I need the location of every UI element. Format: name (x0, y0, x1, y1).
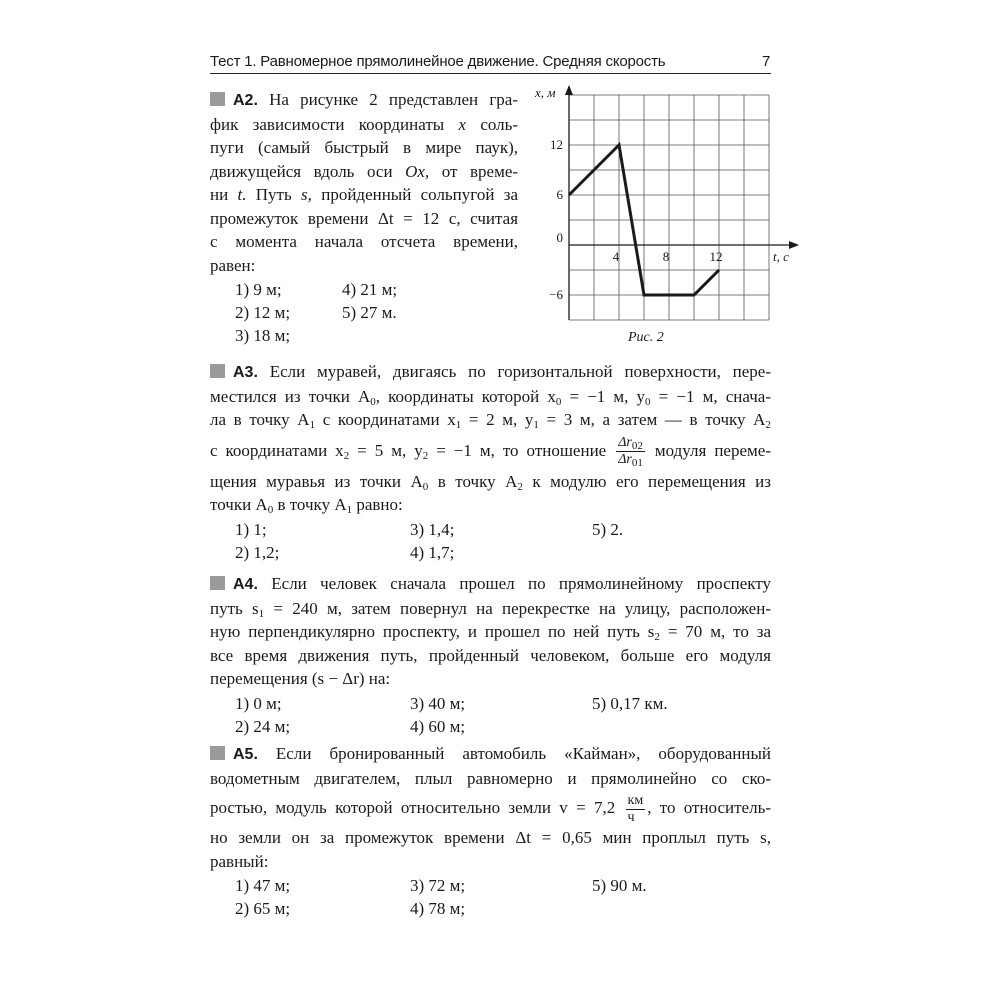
running-title: Тест 1. Равномерное прямолинейное движение. Средняя скорость (210, 53, 666, 70)
task-a5 (210, 742, 771, 921)
task-a4-line: все время движения путь, пройденный человеком, больше его модуля (210, 645, 771, 665)
y-axis-label: x, м (535, 85, 556, 100)
header-divider (210, 73, 771, 74)
speed-unit-fraction: $\frac{км}{ч}$ (627, 792, 644, 825)
task-marker-icon (210, 92, 225, 106)
answer-option: 5) 2. (592, 519, 624, 539)
answer-option: 2) 12 м; (235, 303, 291, 322)
answer-option: 3) 72 м; (410, 876, 466, 895)
answer-option: 5) 27 м. (342, 303, 397, 322)
answer-option: 1) 47 м; (235, 876, 291, 895)
task-a3-line: точки $A_0$ в точку $A_1$ равно: (210, 495, 403, 516)
answer-option: 5) 90 м. (592, 876, 647, 895)
task-marker-icon (210, 364, 225, 378)
task-a3-line: местился из точки $A_0$, координаты которой $x_0 = -1$ м, $y_0 = -1$ м, снача- (210, 386, 771, 408)
task-a2-line: A2. На рисунке 2 представлен гра- (210, 88, 518, 113)
task-a4-line: ную перпендикулярно проспекту, и прошел по ней путь $s_2 = 70$ м, то за (210, 622, 771, 643)
answer-options (210, 278, 518, 348)
task-a2-line: пуги (самый быстрый в мире паук), (210, 138, 518, 157)
answer-options (210, 874, 771, 921)
answer-option: 3) 1,4; (410, 519, 455, 539)
task-a5-line: ростью, модуль которой относительно земли v = 7,2 $\frac{км}{ч}$ , то относитель- (210, 792, 771, 825)
x-axis-label: t, с (773, 249, 789, 264)
x-axis-arrow-icon (789, 241, 799, 249)
answer-option: 3) 18 м; (235, 326, 291, 345)
figure-caption: Рис. 2 (628, 330, 664, 345)
y-tick-label: 0 (556, 230, 563, 245)
answer-option: 4) 21 м; (342, 280, 398, 299)
task-a2-line: равен: (210, 255, 256, 275)
task-label: A2. (233, 92, 258, 109)
task-a5-line: равный: (210, 851, 269, 871)
task-a4-line: путь $s_1 = 240$ м, затем повернул на перекрестке на улицу, расположен- (210, 598, 771, 620)
task-a3-line: A3. Если муравей, двигаясь по горизонтальной поверхности, пере- (210, 360, 771, 385)
task-a2-line: ни t. Путь s, пройденный сольпугой за (210, 185, 518, 204)
task-a5-line: водометным двигателем, плыл равномерно и прямолинейно со ско- (210, 768, 771, 788)
answer-option: 1) 9 м; (235, 280, 282, 299)
answer-option: 4) 1,7; (410, 542, 455, 562)
answer-option: 5) 0,17 км. (592, 693, 668, 713)
answer-option: 3) 40 м; (410, 693, 466, 713)
answer-options (210, 518, 771, 565)
y-tick-label: 6 (556, 187, 563, 202)
task-a3 (210, 360, 771, 565)
answer-option: 4) 60 м; (410, 716, 466, 736)
task-marker-icon (210, 746, 225, 760)
task-a2-line: движущейся вдоль оси Ox, от време- (210, 161, 519, 181)
task-a2-line: фик зависимости координаты x соль- (210, 114, 519, 134)
answer-option: 1) 0 м; (235, 693, 282, 713)
displacement-ratio-fraction: $\frac{\Delta r_{02}}{\Delta r_{01}}$ (618, 435, 643, 470)
y-axis-arrow-icon (565, 85, 573, 95)
y-tick-label: −6 (549, 287, 563, 302)
x-tick-label: 4 (612, 249, 620, 264)
answer-option: 2) 65 м; (235, 899, 291, 918)
task-a2-line: с момента начала отсчета времени, (210, 232, 518, 251)
y-tick-label: 12 (550, 137, 563, 152)
answer-option: 2) 1,2; (235, 542, 280, 562)
task-a4-line: A4. Если человек сначала прошел по прямолинейному проспекту (210, 572, 771, 597)
x-tick-label: 8 (662, 249, 670, 264)
answer-options (210, 692, 771, 739)
task-a5-line: A5. Если бронированный автомобиль «Кайман», оборудованный (210, 742, 771, 767)
task-a2-line: промежуток времени Δt = 12 с, считая (210, 208, 519, 228)
task-a4-line: перемещения (s − Δr) на: (210, 669, 391, 688)
task-a3-line: с координатами $x_2 = 5$ м, $y_2 = -1$ м, то отношение $\frac{\Delta r_{02}}{\Delta r_{01}}$ модуля переме- (210, 435, 771, 470)
task-marker-icon (210, 576, 225, 590)
coordinate-time-graph (525, 85, 789, 330)
task-label: A4. (233, 576, 258, 593)
task-label: A5. (233, 746, 258, 763)
task-a3-line: щения муравья из точки $A_0$ в точку $A_2$ к модулю его перемещения из (210, 471, 771, 493)
task-a5-line: но земли он за промежуток времени Δt = 0,65 мин проплыл путь s, (210, 828, 771, 847)
task-a3-line: ла в точку $A_1$ с координатами $x_1 = 2$ м, $y_1 = 3$ м, а затем — в точку $A_2$ (210, 410, 771, 431)
task-label: A3. (233, 364, 258, 381)
task-a2 (210, 88, 518, 348)
answer-option: 4) 78 м; (410, 899, 466, 918)
answer-option: 1) 1; (235, 519, 267, 539)
x-tick-label: 12 (709, 249, 723, 264)
answer-option: 2) 24 м; (235, 716, 291, 736)
task-a4 (210, 572, 771, 739)
page-number: 7 (762, 53, 771, 70)
